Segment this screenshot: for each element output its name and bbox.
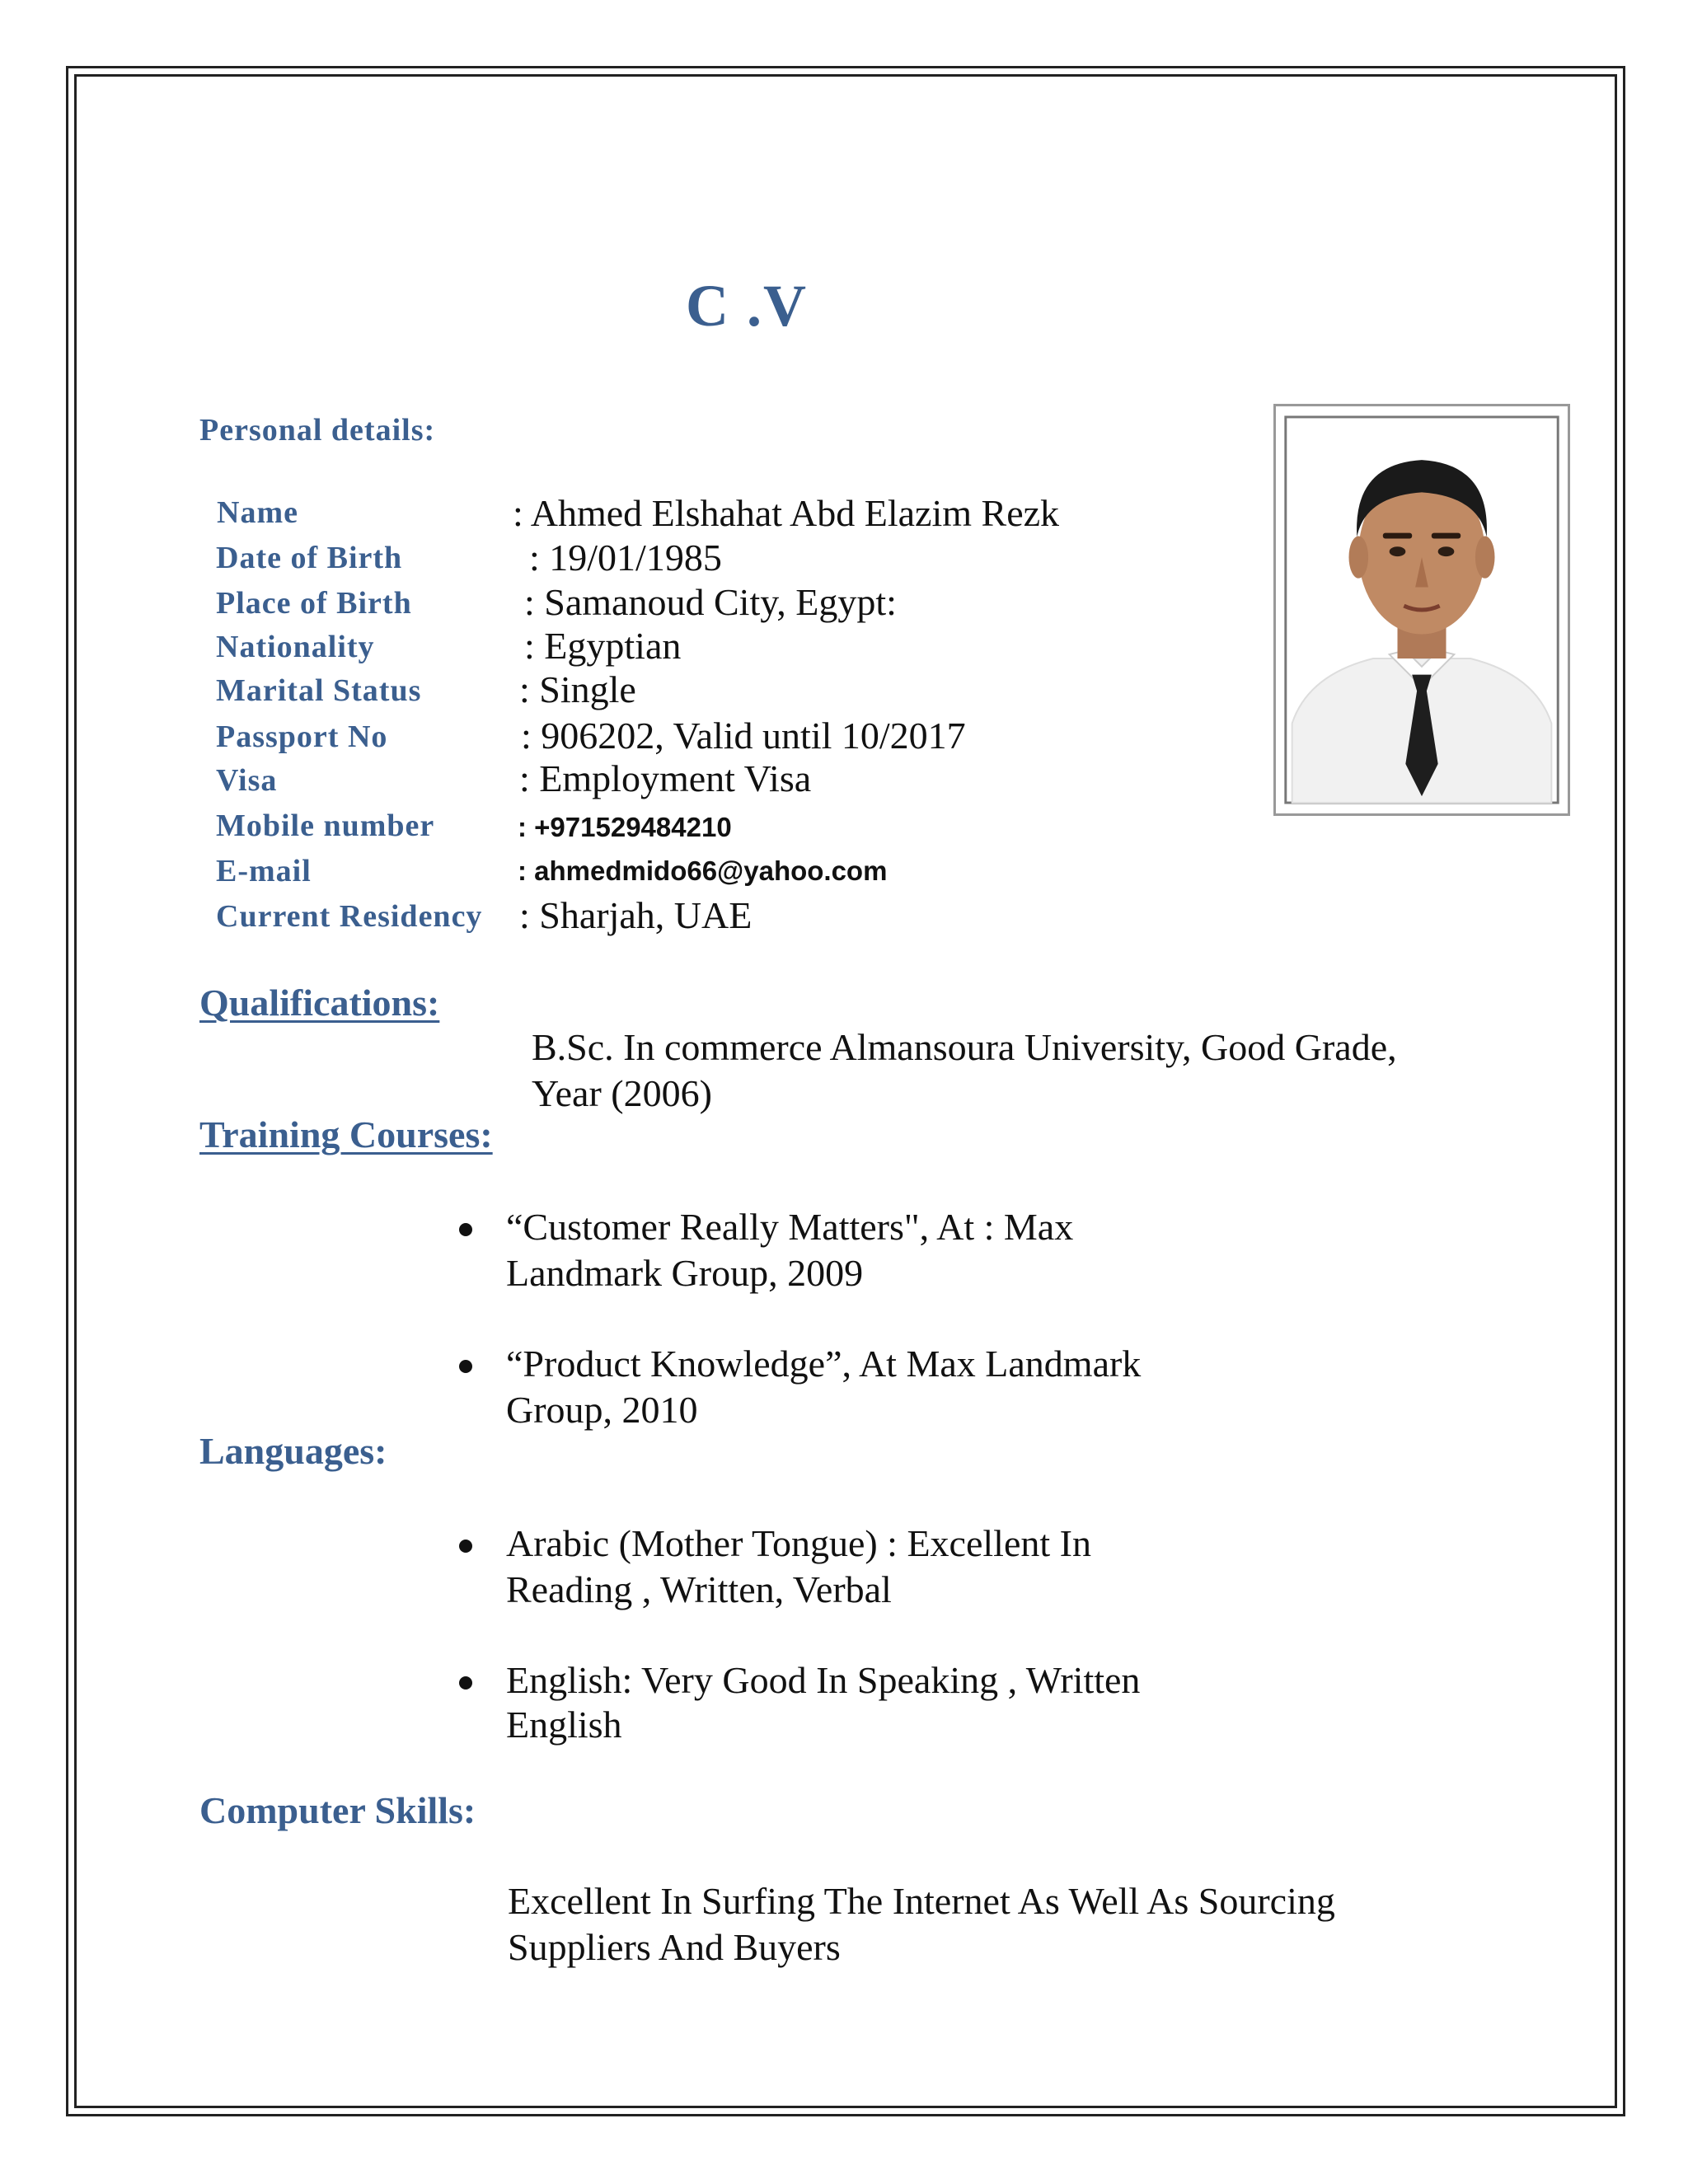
language-item-1-line-2: Reading , Written, Verbal [506,1568,892,1610]
training-item-2-line-2: Group, 2010 [506,1389,698,1431]
computer-skills-line-2: Suppliers And Buyers [508,1926,841,1968]
personal-details-heading: Personal details: [199,413,436,448]
field-value-dob: : 19/01/1985 [529,537,722,579]
bullet-icon [459,1540,472,1553]
computer-skills-line-1: Excellent In Surfing The Internet As Well As Sourcing [508,1880,1335,1922]
bullet-icon [459,1223,472,1236]
language-item-2-line-1: English: Very Good In Speaking , Written [506,1659,1141,1701]
field-value-marital-status: : Single [519,668,636,710]
field-label-passport: Passport No [216,719,388,754]
field-label-residency: Current Residency [216,899,483,934]
qualification-line-1: B.Sc. In commerce Almansoura University, Good Grade, [532,1026,1397,1068]
field-label-visa: Visa [216,763,278,798]
qualification-line-2: Year (2006) [532,1072,712,1114]
field-label-name: Name [217,495,298,530]
field-value-mobile: : +971529484210 [518,812,732,842]
qualifications-heading: Qualifications: [199,982,440,1024]
bullet-icon [459,1676,472,1690]
document-title: C .V [686,273,808,339]
field-label-mobile: Mobile number [216,808,435,843]
language-item-2-line-2: English [506,1704,622,1746]
field-label-place-of-birth: Place of Birth [216,586,412,621]
field-value-place-of-birth: : Samanoud City, Egypt: [524,581,897,623]
field-value-passport: : 906202, Valid until 10/2017 [521,715,966,757]
field-label-nationality: Nationality [216,630,375,664]
languages-heading: Languages: [199,1430,387,1472]
field-value-email: : ahmedmido66@yahoo.com [518,855,888,886]
field-value-name: : Ahmed Elshahat Abd Elazim Rezk [513,492,1060,534]
training-item-1-line-1: “Customer Really Matters", At : Max [506,1206,1074,1248]
field-label-marital-status: Marital Status [216,673,422,708]
profile-photo [1273,404,1570,816]
training-item-2-line-1: “Product Knowledge”, At Max Landmark [506,1343,1142,1385]
portrait-image [1276,406,1568,813]
field-label-email: E-mail [216,854,312,888]
computer-skills-heading: Computer Skills: [199,1789,476,1831]
bullet-icon [459,1360,472,1373]
language-item-1-line-1: Arabic (Mother Tongue) : Excellent In [506,1522,1091,1564]
training-heading: Training Courses: [199,1113,493,1155]
field-label-dob: Date of Birth [216,541,403,575]
field-value-nationality: : Egyptian [524,625,682,667]
field-value-residency: : Sharjah, UAE [519,894,753,936]
training-item-1-line-2: Landmark Group, 2009 [506,1252,864,1294]
field-value-visa: : Employment Visa [519,757,812,799]
